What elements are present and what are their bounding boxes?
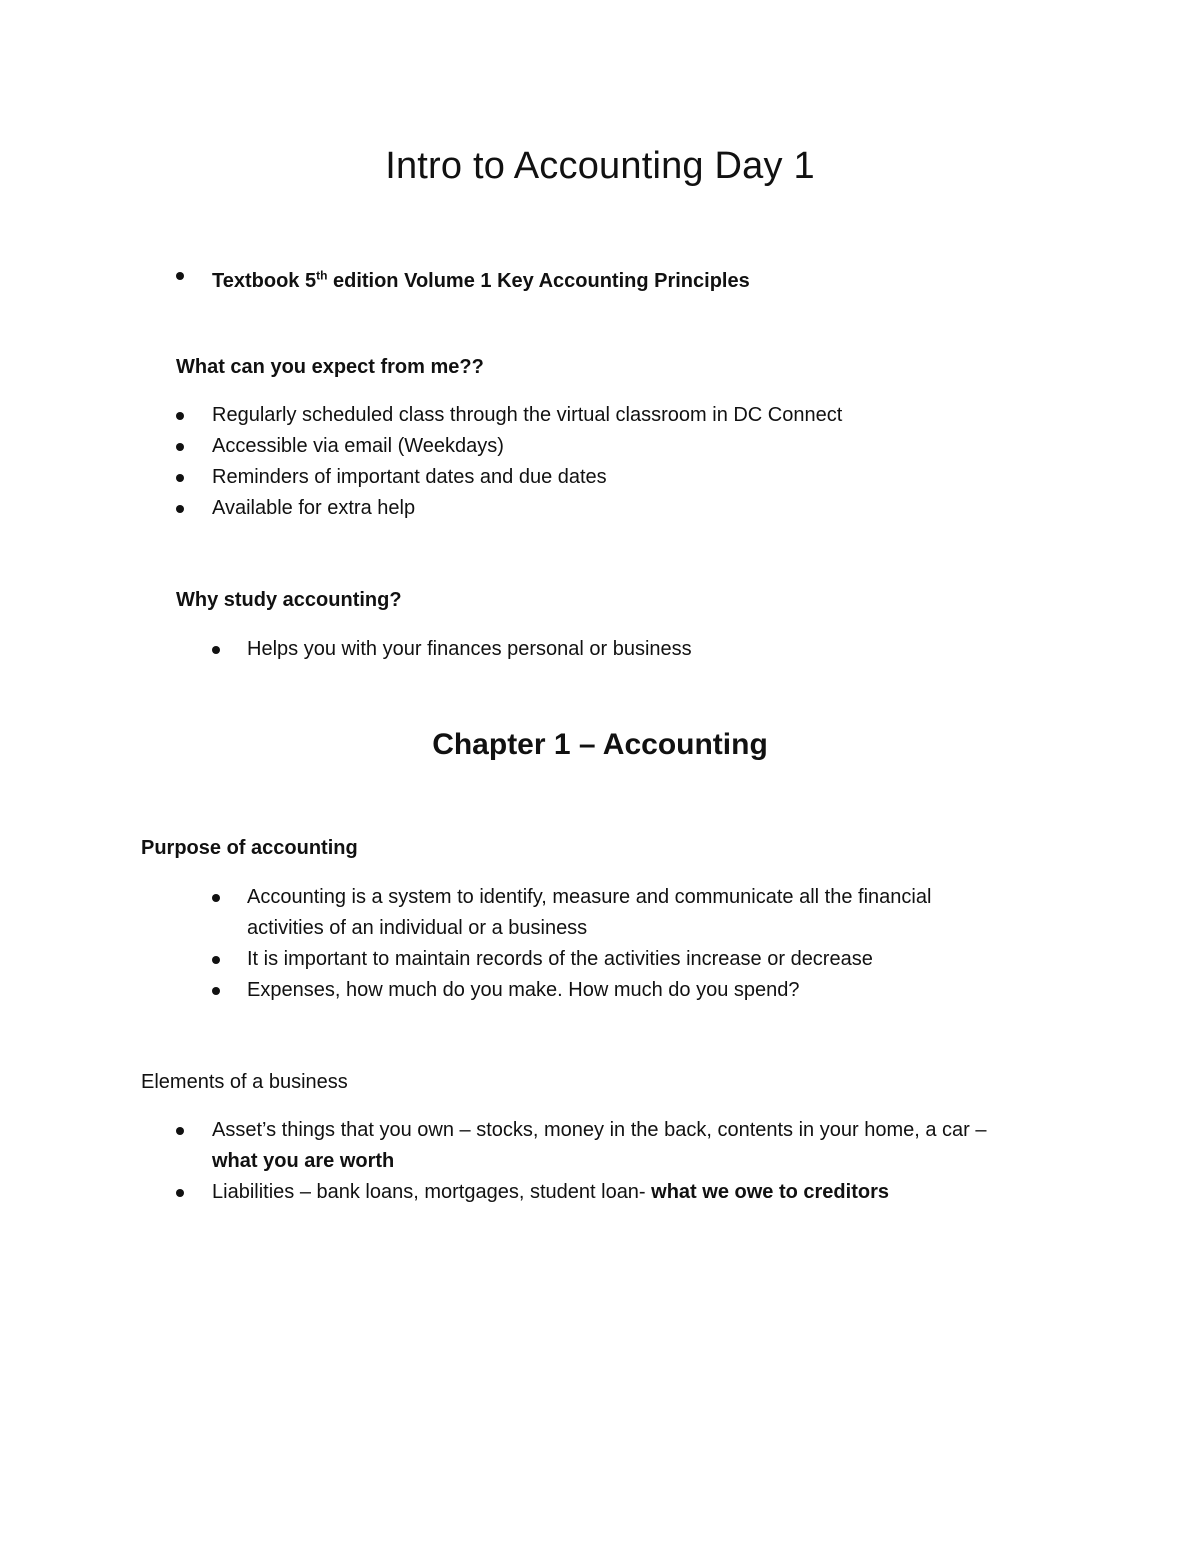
list-item <box>176 260 1076 297</box>
textbook-suffix: edition Volume 1 Key Accounting Principles <box>327 269 750 292</box>
list-item <box>176 431 1076 462</box>
why-heading: Why study accounting? <box>176 589 402 611</box>
why-list <box>212 634 1112 665</box>
textbook-prefix: Textbook 5 <box>212 269 317 292</box>
list-item-text: Accessible via email (Weekdays) <box>212 435 504 457</box>
liabilities-text: Liabilities – bank loans, mortgages, student loan- <box>212 1181 652 1203</box>
list-item <box>212 634 1112 665</box>
list-item-text: Regularly scheduled class through the virtual classroom in DC Connect <box>212 404 843 426</box>
list-item-text: Reminders of important dates and due dates <box>212 466 607 488</box>
textbook-superscript: th <box>316 268 328 282</box>
bullet-icon <box>176 412 184 420</box>
list-item-text: Expenses, how much do you make. How much do you spend? <box>247 979 800 1001</box>
list-item <box>212 944 1112 975</box>
elements-heading: Elements of a business <box>141 1071 348 1093</box>
list-item <box>176 462 1076 493</box>
purpose-list <box>212 882 1112 1006</box>
list-item <box>176 400 1076 431</box>
textbook-list <box>176 260 1076 297</box>
chapter-title: Chapter 1 – Accounting <box>432 728 768 761</box>
bullet-icon <box>176 443 184 451</box>
expect-list <box>176 400 1076 524</box>
list-item <box>212 882 1112 944</box>
bullet-icon <box>212 987 220 995</box>
list-item <box>212 975 1112 1006</box>
bullet-icon <box>176 474 184 482</box>
elements-list <box>176 1115 1096 1208</box>
list-item-text: Helps you with your finances personal or business <box>247 638 692 660</box>
asset-text: Asset’s things that you own – stocks, money in the back, contents in your home, a car – <box>212 1119 987 1141</box>
purpose-heading: Purpose of accounting <box>141 837 358 859</box>
textbook-text <box>212 270 750 292</box>
bullet-icon <box>176 505 184 513</box>
list-item-text: It is important to maintain records of the activities increase or decrease <box>247 948 873 970</box>
bullet-icon <box>176 272 184 280</box>
liabilities-emphasis: what we owe to creditors <box>651 1181 889 1203</box>
expect-heading: What can you expect from me?? <box>176 356 484 378</box>
bullet-icon <box>212 646 220 654</box>
bullet-icon <box>176 1127 184 1135</box>
bullet-icon <box>212 894 220 902</box>
list-item <box>176 493 1076 524</box>
bullet-icon <box>176 1189 184 1197</box>
page-title: Intro to Accounting Day 1 <box>385 145 815 187</box>
list-item-text-continued: activities of an individual or a business <box>247 917 588 939</box>
list-item-text: Available for extra help <box>212 497 416 519</box>
bullet-icon <box>212 956 220 964</box>
asset-emphasis: what you are worth <box>212 1150 395 1172</box>
list-item-text: Accounting is a system to identify, measure and communicate all the financial <box>247 886 932 908</box>
list-item <box>176 1115 1096 1177</box>
list-item <box>176 1177 1096 1208</box>
